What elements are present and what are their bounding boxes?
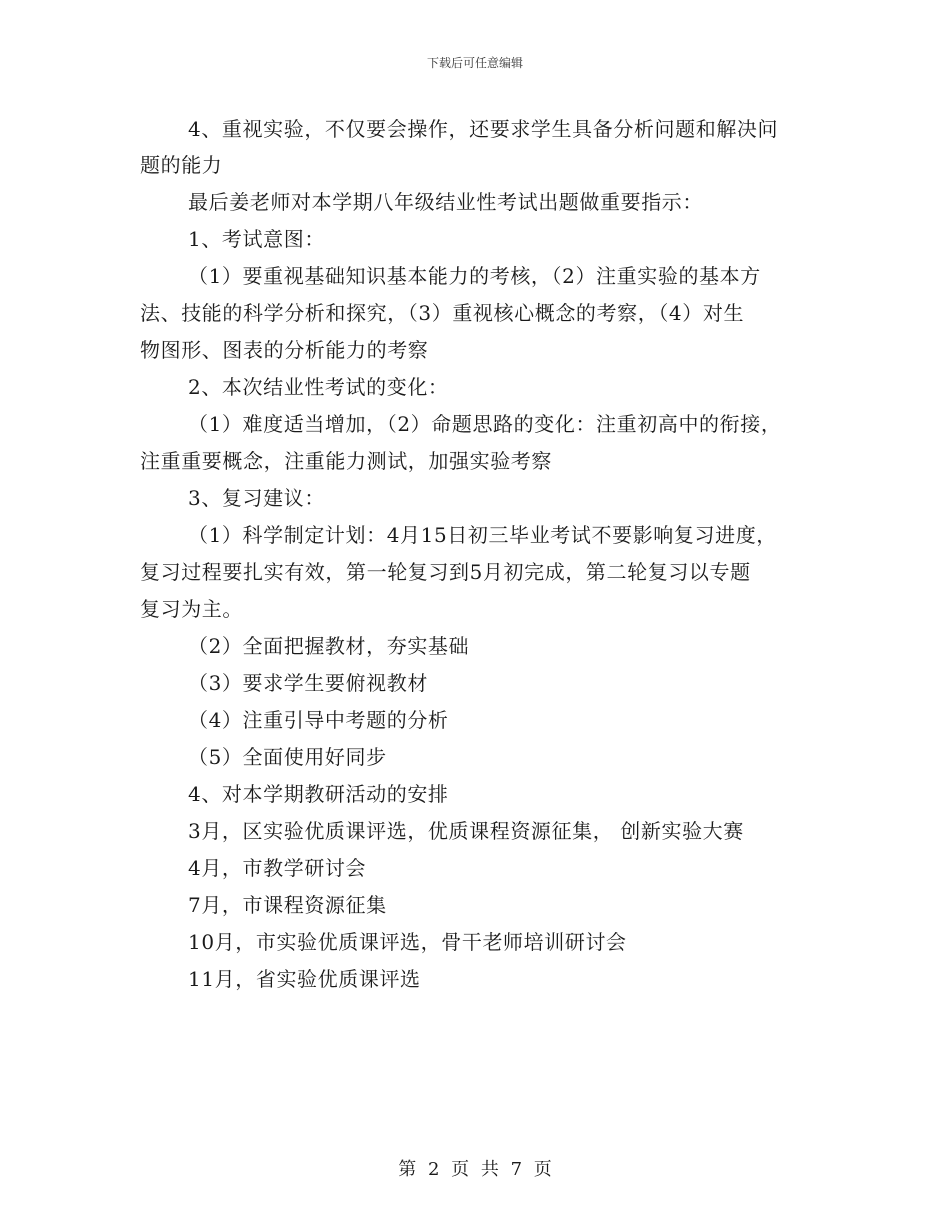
text-line: （4）注重引导中考题的分析 xyxy=(188,708,449,732)
text-line: 4、对本学期教研活动的安排 xyxy=(188,782,449,806)
text-line: 1、考试意图： xyxy=(188,227,325,251)
text-line: （2）全面把握教材，夯实基础 xyxy=(188,634,470,658)
text-line: 物图形、图表的分析能力的考察 xyxy=(140,338,429,362)
text-line: （5）全面使用好同步 xyxy=(188,745,387,769)
page-footer: 第 2 页 共 7 页 xyxy=(398,1159,552,1180)
text-line: 最后姜老师对本学期八年级结业性考试出题做重要指示： xyxy=(188,190,703,214)
text-line: 2、本次结业性考试的变化： xyxy=(188,375,449,399)
text-line: 10月，市实验优质课评选，骨干老师培训研讨会 xyxy=(188,930,627,954)
text-line: 注重重要概念，注重能力测试，加强实验考察 xyxy=(140,449,552,473)
text-line: 4月，市教学研讨会 xyxy=(188,856,367,880)
text-line: 7月，市课程资源征集 xyxy=(188,893,387,917)
text-line: 11月，省实验优质课评选 xyxy=(188,967,421,991)
text-line: （3）要求学生要俯视教材 xyxy=(188,671,428,695)
text-line: （1）要重视基础知识基本能力的考核，（2）注重实验的基本方 xyxy=(188,264,761,288)
text-line: 复习为主。 xyxy=(140,597,243,621)
text-line: （1）科学制定计划：4月15日初三毕业考试不要影响复习进度， xyxy=(188,523,777,547)
text-line: 法、技能的科学分析和探究，（3）重视核心概念的考察，（4）对生 xyxy=(140,301,745,325)
text-line: （1）难度适当增加，（2）命题思路的变化：注重初高中的衔接， xyxy=(188,412,782,436)
text-line: 3、复习建议： xyxy=(188,486,325,510)
page-header: 下载后可任意编辑 xyxy=(426,56,523,70)
text-line: 3月，区实验优质课评选，优质课程资源征集， 创新实验大赛 xyxy=(188,819,744,843)
text-line: 复习过程要扎实有效，第一轮复习到5月初完成，第二轮复习以专题 xyxy=(140,560,751,584)
text-line: 4、重视实验，不仅要会操作，还要求学生具备分析问题和解决问 xyxy=(188,117,779,141)
text-line: 题的能力 xyxy=(140,153,223,177)
